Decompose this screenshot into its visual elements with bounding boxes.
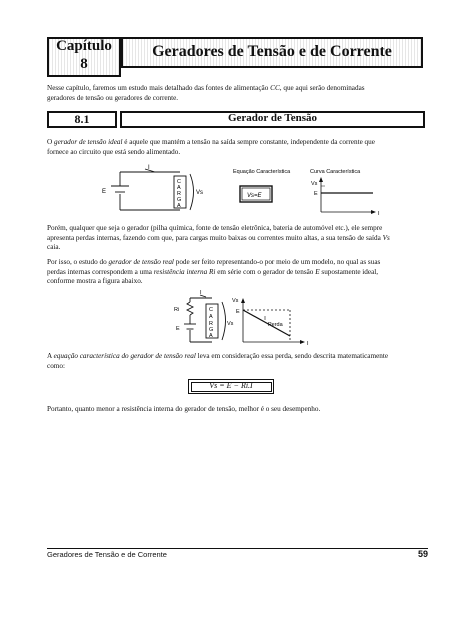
fig1-load-letter: A xyxy=(177,203,181,209)
para3-emphasis-1: gerador de tensão real xyxy=(108,258,174,266)
para3-l1a: Por isso, o estudo do xyxy=(47,258,107,266)
fig2-axis-vs: Vs xyxy=(232,298,239,304)
para2-emphasis: Vs xyxy=(382,233,390,242)
ideal-generator-figure xyxy=(85,160,395,220)
intro-text-1: Nesse capítulo, faremos um estudo mais detalhado das fontes de alimentação xyxy=(47,84,269,92)
para3-emphasis-3: E xyxy=(315,267,320,276)
fig1-equation-box: Vs=E xyxy=(247,193,262,199)
section-number: 8.1 xyxy=(74,112,90,126)
characteristic-equation-paragraph xyxy=(47,352,429,371)
page-number: 59 xyxy=(417,549,428,559)
fig2-current-label: I xyxy=(200,290,202,296)
fig1-load-letter: G xyxy=(177,197,182,203)
fig1-equation-caption: Equação Característica xyxy=(233,169,291,175)
fig2-axis-e: E xyxy=(236,309,240,315)
fig1-load-letter: C xyxy=(177,179,181,185)
para1-c: fornece ao circuito que está sendo alimentado. xyxy=(47,147,181,156)
para1-a: O xyxy=(47,138,53,146)
para4-b: leva em consideração essa perda, sendo descrita matematicamente xyxy=(197,352,389,360)
fig2-load-letter: R xyxy=(209,321,213,327)
chapter-number: 8 xyxy=(80,56,88,72)
fig2-vs-label: Vs xyxy=(227,321,234,327)
real-generator-paragraph xyxy=(47,258,429,287)
chapter-label: Capítulo xyxy=(56,38,112,54)
para3-l2b: em série com o gerador de tensão xyxy=(217,267,314,276)
para2-l3: caia. xyxy=(47,243,61,252)
fig1-vs-label: Vs xyxy=(196,190,204,196)
fig2-axis-i: I xyxy=(307,341,309,347)
para3-l3: conforme mostra a figura abaixo. xyxy=(47,277,143,286)
fig2-loss-label: Perda xyxy=(268,322,283,328)
chapter-title: Geradores de Tensão e de Corrente xyxy=(152,43,392,60)
intro-text-2: que aqui serão denominadas xyxy=(283,84,365,92)
section-title: Gerador de Tensão xyxy=(227,112,318,124)
fig2-load-letter: A xyxy=(209,314,213,320)
para3-emphasis-2: resistência interna Ri xyxy=(153,267,216,276)
conclusion-paragraph: Portanto, quanto menor a resistência interna do gerador de tensão, melhor é o seu desempenho. xyxy=(47,405,321,413)
fig2-load-letter: C xyxy=(209,307,213,313)
para3-l1b: pode ser feito representando-o por meio de um modelo, no qual as suas xyxy=(175,258,381,266)
para3-l2c: supostamente ideal, xyxy=(321,267,379,276)
intro-text-3: geradores de tensão ou geradores de corrente. xyxy=(47,93,179,102)
losses-paragraph xyxy=(47,224,429,253)
fig1-axis-e: E xyxy=(314,191,318,197)
fig2-source-label: E xyxy=(176,326,180,332)
para1-emphasis: gerador de tensão ideal xyxy=(54,138,123,146)
para1-b: é aquele que mantém a tensão na saída sempre constante, independente da corrente que xyxy=(124,138,375,146)
footer-title: Geradores de Tensão e de Corrente xyxy=(47,550,167,559)
para3-l2a: perdas internas correspondem a uma xyxy=(47,267,152,276)
fig1-curve-caption: Curva Característica xyxy=(310,169,361,175)
footer-rule xyxy=(47,548,428,549)
para4-a: A xyxy=(47,352,52,360)
fig1-source-label: E xyxy=(102,189,107,195)
fig2-load-letter: A xyxy=(209,333,213,339)
para2-l1: Porém, qualquer que seja o gerador (pilha química, fonte de tensão eletrônica, bateria de automóvel etc.), ele sempre xyxy=(47,224,383,232)
fig1-axis-i: I xyxy=(378,211,380,217)
intro-paragraph xyxy=(47,84,427,103)
fig1-current-label: I xyxy=(148,165,150,171)
fig1-load-letter: R xyxy=(177,191,181,197)
fig2-load-letter: G xyxy=(209,327,214,333)
intro-emphasis: CC, xyxy=(270,84,282,92)
fig2-resistor-label: Ri xyxy=(174,307,180,313)
real-generator-figure xyxy=(170,290,320,350)
para2-l2: apresenta perdas internas, fazendo com que, para cargas muito baixas ou correntes muito altas, a sua tensão de saída xyxy=(47,233,381,242)
ideal-generator-paragraph xyxy=(47,138,427,157)
para4-c: como: xyxy=(47,361,65,370)
fig1-load-letter: A xyxy=(177,185,181,191)
real-generator-equation: Vs = E − Ri.I xyxy=(209,381,253,390)
para4-emphasis: equação característica do gerador de tensão real xyxy=(53,352,196,360)
fig1-axis-vs: Vs xyxy=(311,181,318,187)
